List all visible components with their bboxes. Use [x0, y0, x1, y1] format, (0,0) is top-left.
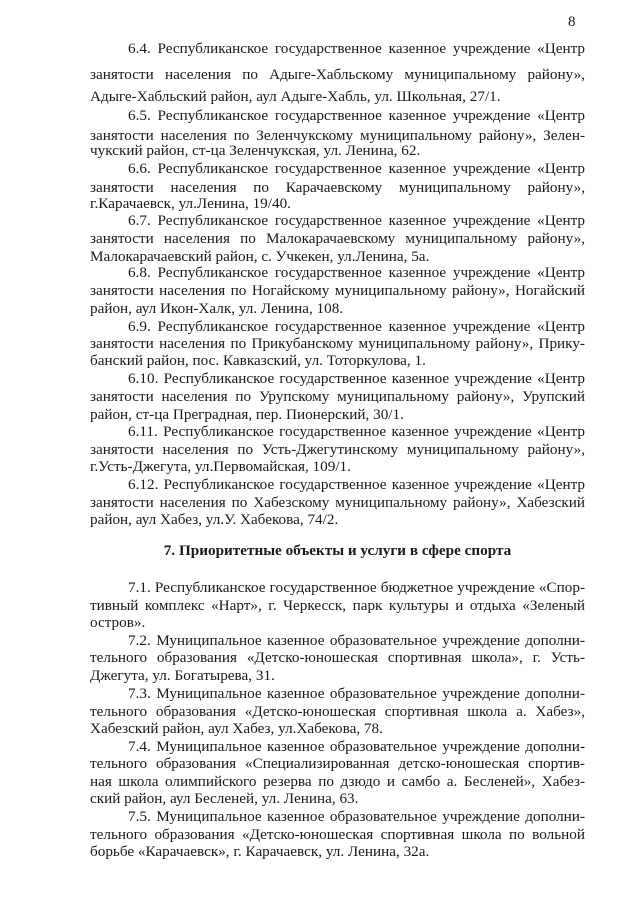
text-line: занятости населения по Ногайскому муниципальному району», Ногайский — [90, 282, 585, 299]
text-line: Малокарачаевский район, с. Учкекен, ул.Ленина, 5а. — [90, 248, 430, 265]
text-line: 7.4. Муниципальное казенное образовательное учреждение дополни- — [128, 738, 585, 755]
text-line: занятости населения по Усть-Джегутинскому муниципальному району», — [90, 441, 585, 458]
text-line: чукский район, ст-ца Зеленчукская, ул. Ленина, 62. — [90, 142, 421, 159]
text-line: занятости населения по Урупскому муниципальному району», Урупский — [90, 388, 585, 405]
text-line: район, аул Икон-Халк, ул. Ленина, 108. — [90, 300, 344, 317]
text-line: 6.9. Республиканское государственное казенное учреждение «Центр — [128, 318, 585, 335]
text-line: занятости населения по Зеленчукскому муниципальному району», Зелен- — [90, 127, 585, 144]
text-line: занятости населения по Прикубанскому муниципальному району», Прику- — [90, 335, 585, 352]
text-line: ная школа олимпийского резерва по дзюдо и самбо а. Бесленей», Хабез- — [90, 773, 585, 790]
text-line: тельного образования «Детско-юношеская спортивная школа», г. Усть- — [90, 649, 585, 666]
text-line: Джегута, ул. Богатырева, 31. — [90, 667, 275, 684]
text-line: банский район, пос. Кавказский, ул. Тоторкулова, 1. — [90, 352, 426, 369]
text-line: г.Карачаевск, ул.Ленина, 19/40. — [90, 195, 291, 212]
text-line: Хабезский район, аул Хабез, ул.Хабекова, 78. — [90, 720, 383, 737]
text-line: тельного образования «Детско-юношеская спортивная школа по вольной — [90, 826, 585, 843]
text-line: г.Усть-Джегута, ул.Первомайская, 109/1. — [90, 458, 351, 475]
text-line: занятости населения по Хабезскому муниципальному району», Хабезский — [90, 494, 585, 511]
text-line: 7.5. Муниципальное казенное образовательное учреждение дополни- — [128, 808, 585, 825]
text-line: 6.4. Республиканское государственное казенное учреждение «Центр — [128, 40, 585, 57]
text-line: тивный комплекс «Нарт», г. Черкесск, парк культуры и отдыха «Зеленый — [90, 597, 585, 614]
text-line: район, аул Хабез, ул.У. Хабекова, 74/2. — [90, 511, 339, 528]
text-line: тельного образования «Детско-юношеская спортивная школа а. Хабез», — [90, 703, 585, 720]
text-line: занятости населения по Адыге-Хабльскому муниципальному району», — [90, 66, 585, 83]
text-line: занятости населения по Малокарачаевскому муниципальному району», — [90, 230, 585, 247]
text-line: 6.8. Республиканское государственное казенное учреждение «Центр — [128, 264, 585, 281]
text-line: Адыге-Хабльский район, аул Адыге-Хабль, ул. Школьная, 27/1. — [90, 88, 501, 105]
text-line: 7.1. Республиканское государственное бюджетное учреждение «Спор- — [128, 579, 585, 596]
text-line: занятости населения по Карачаевскому муниципальному району», — [90, 179, 585, 196]
text-line: район, ст-ца Преградная, пер. Пионерский, 30/1. — [90, 406, 404, 423]
text-line: 6.12. Республиканское государственное казенное учреждение «Центр — [128, 476, 585, 493]
text-line: 6.6. Республиканское государственное казенное учреждение «Центр — [128, 160, 585, 177]
text-line: 6.10. Республиканское государственное казенное учреждение «Центр — [128, 370, 585, 387]
section-heading: 7. Приоритетные объекты и услуги в сфере спорта — [163, 542, 512, 559]
text-line: 6.7. Республиканское государственное казенное учреждение «Центр — [128, 212, 585, 229]
text-line: 7.2. Муниципальное казенное образовательное учреждение дополни- — [128, 632, 585, 649]
text-line: 6.11. Республиканское государственное казенное учреждение «Центр — [128, 423, 585, 440]
text-line: ский район, аул Бесленей, ул. Ленина, 63. — [90, 790, 359, 807]
text-line: остров». — [90, 614, 146, 631]
text-line: тельного образования «Специализированная детско-юношеская спортив- — [90, 755, 585, 772]
text-line: 7.3. Муниципальное казенное образовательное учреждение дополни- — [128, 685, 585, 702]
text-line: борьбе «Карачаевск», г. Карачаевск, ул. Ленина, 32а. — [90, 843, 430, 860]
page-number: 8 — [568, 14, 576, 30]
text-line: 6.5. Республиканское государственное казенное учреждение «Центр — [128, 107, 585, 124]
